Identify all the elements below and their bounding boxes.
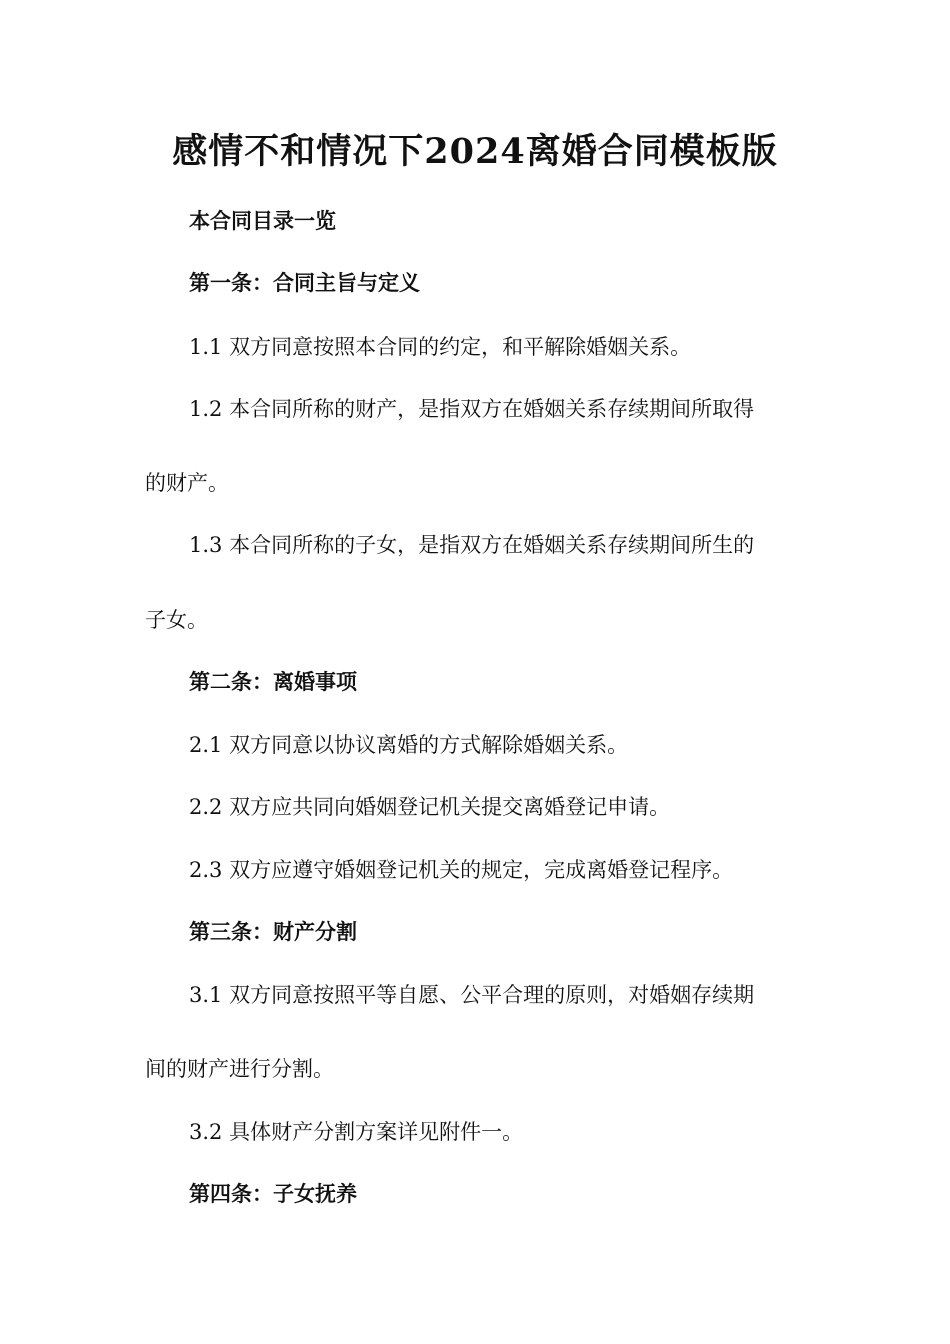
clause-1-2-line-2: 的财产。 <box>145 471 229 495</box>
clause-3-2: 3.2 具体财产分割方案详见附件一。 <box>189 1120 524 1144</box>
clause-3-1-line-2: 间的财产进行分割。 <box>145 1057 334 1081</box>
toc-heading: 本合同目录一览 <box>189 208 336 233</box>
clause-2-2: 2.2 双方应共同向婚姻登记机关提交离婚登记申请。 <box>189 795 671 819</box>
clause-2-3: 2.3 双方应遵守婚姻登记机关的规定，完成离婚登记程序。 <box>189 858 734 882</box>
article-2-heading: 第二条：离婚事项 <box>189 669 357 694</box>
clause-3-1-line-1: 3.1 双方同意按照平等自愿、公平合理的原则，对婚姻存续期 <box>189 983 755 1007</box>
article-1-heading: 第一条：合同主旨与定义 <box>189 270 420 295</box>
article-4-heading: 第四条：子女抚养 <box>189 1181 357 1206</box>
clause-1-3-line-1: 1.3 本合同所称的子女，是指双方在婚姻关系存续期间所生的 <box>189 533 755 557</box>
document-title: 感情不和情况下2024离婚合同模板版 <box>172 131 778 172</box>
clause-1-2-line-1: 1.2 本合同所称的财产，是指双方在婚姻关系存续期间所取得 <box>189 397 755 421</box>
clause-1-1: 1.1 双方同意按照本合同的约定，和平解除婚姻关系。 <box>189 335 692 359</box>
clause-1-3-line-2: 子女。 <box>145 608 208 632</box>
clause-2-1: 2.1 双方同意以协议离婚的方式解除婚姻关系。 <box>189 733 629 757</box>
article-3-heading: 第三条：财产分割 <box>189 919 357 944</box>
